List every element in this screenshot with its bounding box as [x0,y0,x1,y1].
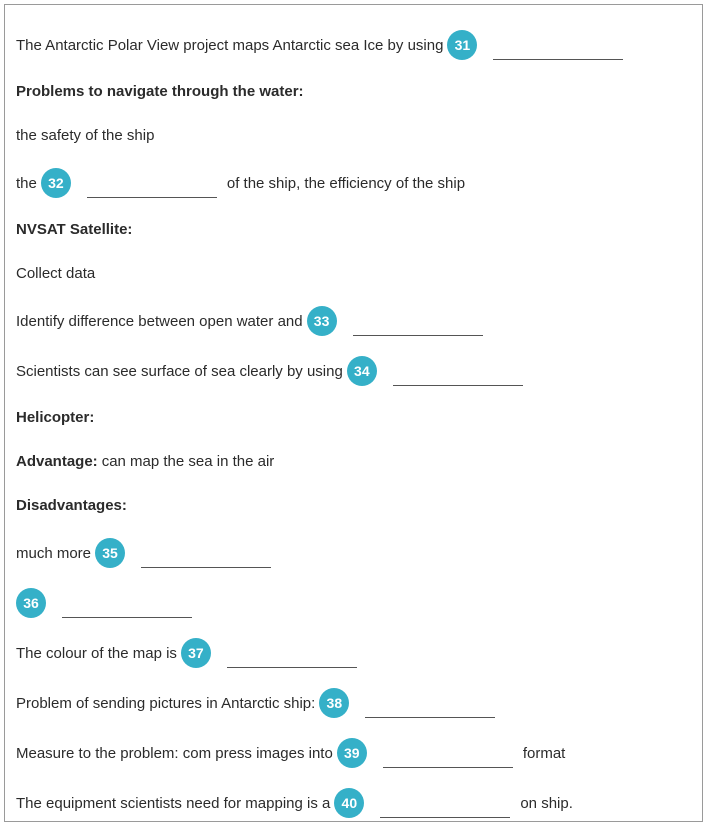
section-heading-disadvantages: Disadvantages: [16,496,127,514]
question-31-row [16,29,623,61]
question-39-number-badge: 39 [337,738,367,768]
question-38-number-badge: 38 [319,688,349,718]
question-40-after-text: on ship. [520,794,573,812]
question-37-row [16,637,357,669]
question-39-after-text: format [522,744,566,762]
answer-36-field[interactable] [62,596,192,618]
question-34-row [16,355,523,387]
question-32-after-text: of the ship, the efficiency of the ship [226,174,466,192]
section-heading-helicopter: Helicopter: [16,408,95,426]
question-33-row [16,305,483,337]
question-35-row [16,537,271,569]
question-40-number-badge: 40 [334,788,364,818]
question-31-number-badge: 31 [447,30,477,60]
collect-data-line: Collect data [16,264,96,282]
question-33-text: Identify difference between open water and [16,312,303,330]
question-35-text: much more [16,544,92,562]
safety-line: the safety of the ship [16,126,155,144]
question-34-text: Scientists can see surface of sea clearly by using [16,362,343,380]
question-39-text: Measure to the problem: com press images into [16,744,333,762]
question-33-number-badge: 33 [307,306,337,336]
question-34-number-badge: 34 [347,356,377,386]
section-heading-nvsat: NVSAT Satellite: [16,220,133,238]
question-38-row [16,687,495,719]
question-37-number-badge: 37 [181,638,211,668]
question-37-text: The colour of the map is [16,644,177,662]
answer-40-field[interactable] [380,796,510,818]
question-40-text: The equipment scientists need for mapping is a [16,794,331,812]
answer-35-field[interactable] [141,546,271,568]
advantage-label: Advantage: [16,452,98,470]
question-39-row [16,737,565,769]
question-36-row [16,587,192,619]
section-heading-problems: Problems to navigate through the water: [16,82,304,100]
question-40-row [16,787,573,819]
question-32-row [16,167,465,199]
answer-37-field[interactable] [227,646,357,668]
answer-32-field[interactable] [87,176,217,198]
answer-31-field[interactable] [493,38,623,60]
question-35-number-badge: 35 [95,538,125,568]
answer-38-field[interactable] [365,696,495,718]
answer-34-field[interactable] [393,364,523,386]
question-32-before-text: the [16,174,37,192]
answer-39-field[interactable] [383,746,513,768]
question-38-text: Problem of sending pictures in Antarctic ship: [16,694,316,712]
question-31-text: The Antarctic Polar View project maps Antarctic sea Ice by using [16,36,444,54]
question-36-number-badge: 36 [16,588,46,618]
answer-33-field[interactable] [353,314,483,336]
advantage-line [16,445,274,477]
advantage-text: can map the sea in the air [101,452,275,470]
question-32-number-badge: 32 [41,168,71,198]
